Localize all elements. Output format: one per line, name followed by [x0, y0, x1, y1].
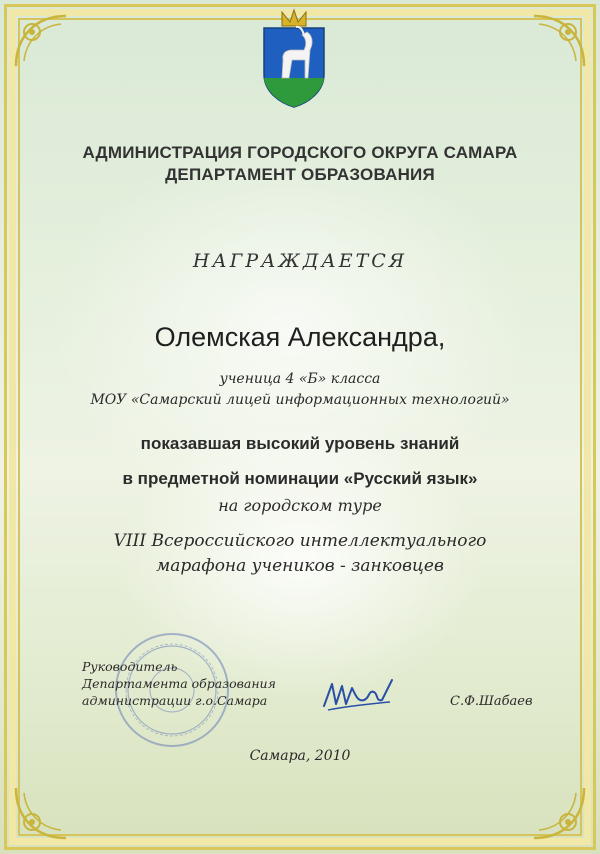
- handwritten-signature: [318, 676, 398, 716]
- achievement-line-3: на городском туре: [218, 496, 382, 515]
- signatory-title-line-1: Руководитель: [82, 659, 178, 674]
- coat-of-arms-icon: [252, 8, 336, 108]
- signatory-name: С.Ф.Шабаев: [450, 694, 533, 709]
- place-and-date: Самара, 2010: [249, 748, 351, 764]
- corner-ornament-icon: [524, 778, 594, 848]
- achievement-line-2: в предметной номинации «Русский язык»: [122, 469, 478, 488]
- recipient-name: Олемская Александра,: [154, 322, 446, 352]
- recipient-school: МОУ «Самарский лицей информационных технологий»: [90, 392, 510, 408]
- recipient-role: ученица 4 «Б» класса: [219, 371, 381, 387]
- achievement-line-1: показавшая высокий уровень знаний: [140, 434, 460, 453]
- signatory-title: [82, 658, 276, 709]
- event-line-2: марафона учеников - занковцев: [156, 556, 444, 576]
- corner-ornament-icon: [6, 6, 76, 76]
- award-heading: НАГРАЖДАЕТСЯ: [192, 250, 408, 272]
- inner-border: [18, 18, 582, 836]
- issuer-line-2: ДЕПАРТАМЕНТ ОБРАЗОВАНИЯ: [165, 165, 435, 184]
- corner-ornament-icon: [6, 778, 76, 848]
- event-line-1: VIII Всероссийского интеллектуального: [113, 531, 487, 551]
- issuer-line-1: АДМИНИСТРАЦИЯ ГОРОДСКОГО ОКРУГА САМАРА: [82, 143, 518, 162]
- signatory-title-line-3: администрации г.о.Самара: [82, 693, 268, 708]
- corner-ornament-icon: [524, 6, 594, 76]
- signatory-title-line-2: Департамента образования: [82, 676, 276, 691]
